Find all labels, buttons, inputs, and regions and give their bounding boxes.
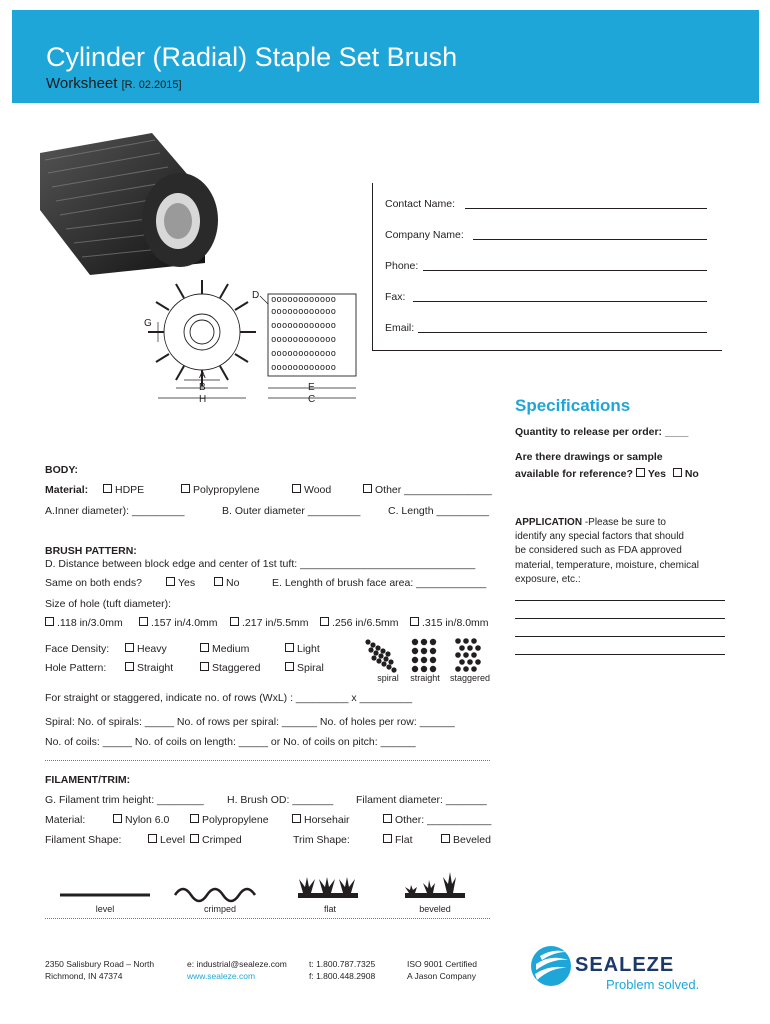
size-option-1[interactable]: [45, 617, 123, 629]
footer-website-link[interactable]: www.sealeze.com: [187, 971, 256, 981]
page-subtitle: [46, 75, 182, 92]
body-heading: BODY:: [45, 464, 79, 476]
brush-photo: [30, 125, 235, 280]
size-checkbox-5[interactable]: [410, 617, 419, 626]
filament-other-label: Other: ___________: [395, 814, 492, 826]
application-label: APPLICATION: [515, 517, 583, 528]
flat-illustration: [298, 877, 358, 898]
hdpe-label: HDPE: [115, 484, 145, 496]
application-line-2[interactable]: [515, 618, 725, 619]
address-line-2: Richmond, IN 47374: [45, 971, 123, 981]
application-line-4[interactable]: [515, 654, 725, 655]
level-checkbox[interactable]: [148, 834, 157, 843]
material-wood[interactable]: [292, 484, 331, 496]
address-line-1: 2350 Salisbury Road – North: [45, 959, 155, 969]
label-d: D: [252, 290, 260, 301]
fax-label: Fax:: [385, 291, 406, 303]
application-text2: identify any special factors that should: [515, 531, 684, 543]
body-length[interactable]: C. Length _________: [388, 505, 490, 517]
filament-material-label: Material:: [45, 814, 86, 826]
heavy-label: Heavy: [137, 643, 167, 655]
svg-text:oooooooooooo: oooooooooooo: [271, 349, 337, 359]
beveled-caption: beveled: [419, 904, 451, 914]
polypropylene-checkbox[interactable]: [181, 484, 190, 493]
same-ends-yes-label: Yes: [178, 577, 196, 589]
contact-name-label: Contact Name:: [385, 198, 456, 210]
spiral-label: Spiral: [297, 662, 324, 674]
email-label: Email:: [385, 322, 415, 334]
staggered-pattern-icon: [455, 638, 481, 672]
horsehair-checkbox[interactable]: [292, 814, 301, 823]
level-caption: level: [95, 904, 115, 914]
rows-field[interactable]: For straight or staggered, indicate no. of rows (WxL) : _________ x _________: [45, 692, 413, 704]
trim-beveled[interactable]: [441, 834, 491, 846]
same-ends-no[interactable]: [214, 577, 239, 589]
straight-caption: straight: [410, 673, 440, 683]
brush-dimension-diagram: [140, 280, 370, 410]
hole-pattern-label: Hole Pattern:: [45, 662, 107, 674]
straight-label: Straight: [137, 662, 174, 674]
spiral-caption: spiral: [377, 673, 399, 683]
subtitle-text: Worksheet: [46, 75, 118, 92]
same-ends-yes-checkbox[interactable]: [166, 577, 175, 586]
revision: [R. 02.2015]: [121, 79, 182, 91]
wood-checkbox[interactable]: [292, 484, 301, 493]
specifications-heading: Specifications: [515, 396, 631, 415]
header-banner: [12, 10, 759, 103]
light-checkbox[interactable]: [285, 643, 294, 652]
size-label-1: .118 in/3.0mm: [57, 617, 123, 629]
phone-label: Phone:: [385, 260, 419, 272]
flat-checkbox[interactable]: [383, 834, 392, 843]
other-checkbox[interactable]: [363, 484, 372, 493]
company-name-field[interactable]: [473, 239, 707, 240]
sealeze-logo-icon: [530, 942, 572, 990]
parent-company: A Jason Company: [407, 971, 476, 981]
beveled-checkbox[interactable]: [441, 834, 450, 843]
inner-diameter[interactable]: A.Inner diameter): _________: [45, 505, 185, 517]
drawings-question: [515, 468, 699, 480]
density-heavy[interactable]: [125, 643, 167, 655]
footer-email[interactable]: e: industrial@sealeze.com: [187, 959, 287, 969]
drawings-question-line1: Are there drawings or sample: [515, 451, 663, 463]
filament-other[interactable]: [383, 814, 491, 826]
spiral-pattern-icon: [365, 639, 396, 672]
nylon-label: Nylon 6.0: [125, 814, 170, 826]
label-e: E: [308, 382, 315, 393]
iso-certification: ISO 9001 Certified: [407, 959, 477, 969]
size-checkbox-3[interactable]: [230, 617, 239, 626]
filament-polypropylene-checkbox[interactable]: [190, 814, 199, 823]
material-polypropylene[interactable]: [181, 484, 260, 496]
density-medium[interactable]: [200, 643, 249, 655]
size-option-5[interactable]: [410, 617, 489, 629]
email-field[interactable]: [418, 332, 707, 333]
crimped-caption: crimped: [203, 904, 236, 914]
beveled-label: Beveled: [453, 834, 491, 846]
beveled-illustration: [405, 872, 465, 898]
brush-od-field[interactable]: H. Brush OD: _______: [227, 794, 334, 806]
fax-field[interactable]: [413, 301, 707, 302]
drawings-no-label: No: [684, 468, 699, 480]
light-label: Light: [297, 643, 320, 655]
pattern-heading: BRUSH PATTERN:: [45, 545, 137, 557]
face-length-field[interactable]: E. Lenghth of brush face area: ____________: [272, 577, 487, 589]
brand-name: SEALEZE: [575, 954, 675, 976]
face-density-label: Face Density:: [45, 643, 110, 655]
label-h: H: [199, 394, 207, 405]
svg-text:oooooooooooo: oooooooooooo: [271, 335, 337, 345]
quantity-label[interactable]: Quantity to release per order: ____: [515, 426, 689, 438]
divider-filament: [45, 760, 490, 761]
trim-height-field[interactable]: G. Filament trim height: ________: [45, 794, 204, 806]
distance-field[interactable]: D. Distance between block edge and center of 1st tuft: ______________________________: [45, 558, 476, 570]
application-note: [515, 516, 730, 587]
drawings-yes-label: Yes: [647, 468, 666, 480]
filament-horsehair[interactable]: [292, 814, 350, 826]
footer-address: [45, 958, 154, 982]
size-checkbox-2[interactable]: [139, 617, 148, 626]
wood-label: Wood: [304, 484, 332, 496]
filament-polypropylene-label: Polypropylene: [202, 814, 269, 826]
other-label: Other _______________: [375, 484, 492, 496]
svg-text:oooooooooooo: oooooooooooo: [271, 295, 337, 305]
material-hdpe[interactable]: [103, 484, 144, 496]
heavy-checkbox[interactable]: [125, 643, 134, 652]
size-checkbox-1[interactable]: [45, 617, 54, 626]
staggered-label: Staggered: [212, 662, 261, 674]
crimped-illustration: [175, 889, 255, 901]
pattern-staggered[interactable]: [200, 662, 260, 674]
medium-checkbox[interactable]: [200, 643, 209, 652]
drawings-no-checkbox[interactable]: [673, 468, 682, 477]
filament-other-checkbox[interactable]: [383, 814, 392, 823]
size-option-2[interactable]: [139, 617, 218, 629]
size-label-2: .157 in/4.0mm: [151, 617, 218, 629]
trim-flat[interactable]: [383, 834, 413, 846]
application-line-1[interactable]: [515, 600, 725, 601]
company-name-label: Company Name:: [385, 229, 464, 241]
size-label-3: .217 in/5.5mm: [242, 617, 309, 629]
filament-polypropylene[interactable]: [190, 814, 269, 826]
same-ends-no-label: No: [226, 577, 240, 589]
size-label-5: .315 in/8.0mm: [422, 617, 489, 629]
straight-pattern-icon: [412, 639, 436, 672]
shape-level[interactable]: [148, 834, 185, 846]
body-material-label: Material:: [45, 484, 89, 496]
svg-text:oooooooooooo: oooooooooooo: [271, 321, 337, 331]
body-material-row: [45, 484, 88, 496]
polypropylene-label: Polypropylene: [193, 484, 260, 496]
straight-checkbox[interactable]: [125, 662, 134, 671]
pattern-spiral[interactable]: [285, 662, 324, 674]
footer-contact: [187, 958, 287, 982]
material-other[interactable]: [363, 484, 492, 496]
hdpe-checkbox[interactable]: [103, 484, 112, 493]
staggered-checkbox[interactable]: [200, 662, 209, 671]
label-b: B: [199, 382, 206, 393]
same-ends-no-checkbox[interactable]: [214, 577, 223, 586]
application-text3: be considered such as FDA approved: [515, 545, 682, 557]
page-title: Cylinder (Radial) Staple Set Brush: [46, 42, 458, 72]
footer-fax: f: 1.800.448.2908: [309, 971, 376, 981]
svg-text:oooooooooooo: oooooooooooo: [271, 307, 337, 317]
drawings-yes-checkbox[interactable]: [636, 468, 645, 477]
coils-details[interactable]: No. of coils: _____ No. of coils on length: _____ or No. of coils on pitch: ______: [45, 736, 416, 748]
size-checkbox-4[interactable]: [320, 617, 329, 626]
crimped-checkbox[interactable]: [190, 834, 199, 843]
filament-nylon[interactable]: [113, 814, 169, 826]
same-ends-label: Same on both ends?: [45, 577, 142, 589]
medium-label: Medium: [212, 643, 250, 655]
size-option-4[interactable]: [320, 617, 399, 629]
label-c: C: [308, 394, 316, 405]
spiral-details[interactable]: Spiral: No. of spirals: _____ No. of rows per spiral: ______ No. of holes per row: ______: [45, 716, 455, 728]
side-view-tufts: [271, 295, 336, 373]
filament-illustrations: [55, 870, 475, 904]
level-label: Level: [160, 834, 186, 846]
application-text5: exposure, etc.:: [515, 573, 581, 585]
application-text1: -Please be sure to: [582, 517, 666, 528]
size-option-3[interactable]: [230, 617, 309, 629]
outer-diameter[interactable]: B. Outer diameter _________: [222, 505, 361, 517]
footer-telephone: t: 1.800.787.7325: [309, 959, 376, 969]
flat-caption: flat: [323, 904, 336, 914]
label-g: G: [144, 318, 152, 329]
brand-tagline: Problem solved.: [606, 977, 700, 992]
end-view: [164, 294, 240, 370]
phone-field[interactable]: [423, 270, 707, 271]
trim-shape-label: Trim Shape:: [293, 834, 350, 846]
nylon-checkbox[interactable]: [113, 814, 122, 823]
size-label-4: .256 in/6.5mm: [332, 617, 399, 629]
contact-name-field[interactable]: [465, 208, 707, 209]
flat-label: Flat: [395, 834, 413, 846]
svg-text:oooooooooooo: oooooooooooo: [271, 363, 337, 373]
application-line-3[interactable]: [515, 636, 725, 637]
density-light[interactable]: [285, 643, 320, 655]
footer-phone: [309, 958, 375, 982]
crimped-label: Crimped: [202, 834, 242, 846]
divider-footer: [45, 918, 490, 919]
label-a: A: [199, 370, 206, 381]
footer-certification: [407, 958, 477, 982]
same-ends-yes[interactable]: [166, 577, 195, 589]
brush-bore: [164, 203, 192, 239]
shape-crimped[interactable]: [190, 834, 242, 846]
hole-size-label: Size of hole (tuft diameter):: [45, 598, 172, 610]
staggered-caption: staggered: [449, 673, 491, 683]
filament-shape-label: Filament Shape:: [45, 834, 122, 846]
filament-heading: FILAMENT/TRIM:: [45, 774, 131, 786]
drawings-question-line2: available for reference?: [515, 468, 633, 480]
filament-diameter-field[interactable]: Filament diameter: _______: [356, 794, 487, 806]
application-text4: material, temperature, moisture, chemical: [515, 559, 699, 571]
spiral-checkbox[interactable]: [285, 662, 294, 671]
pattern-straight[interactable]: [125, 662, 173, 674]
horsehair-label: Horsehair: [304, 814, 350, 826]
